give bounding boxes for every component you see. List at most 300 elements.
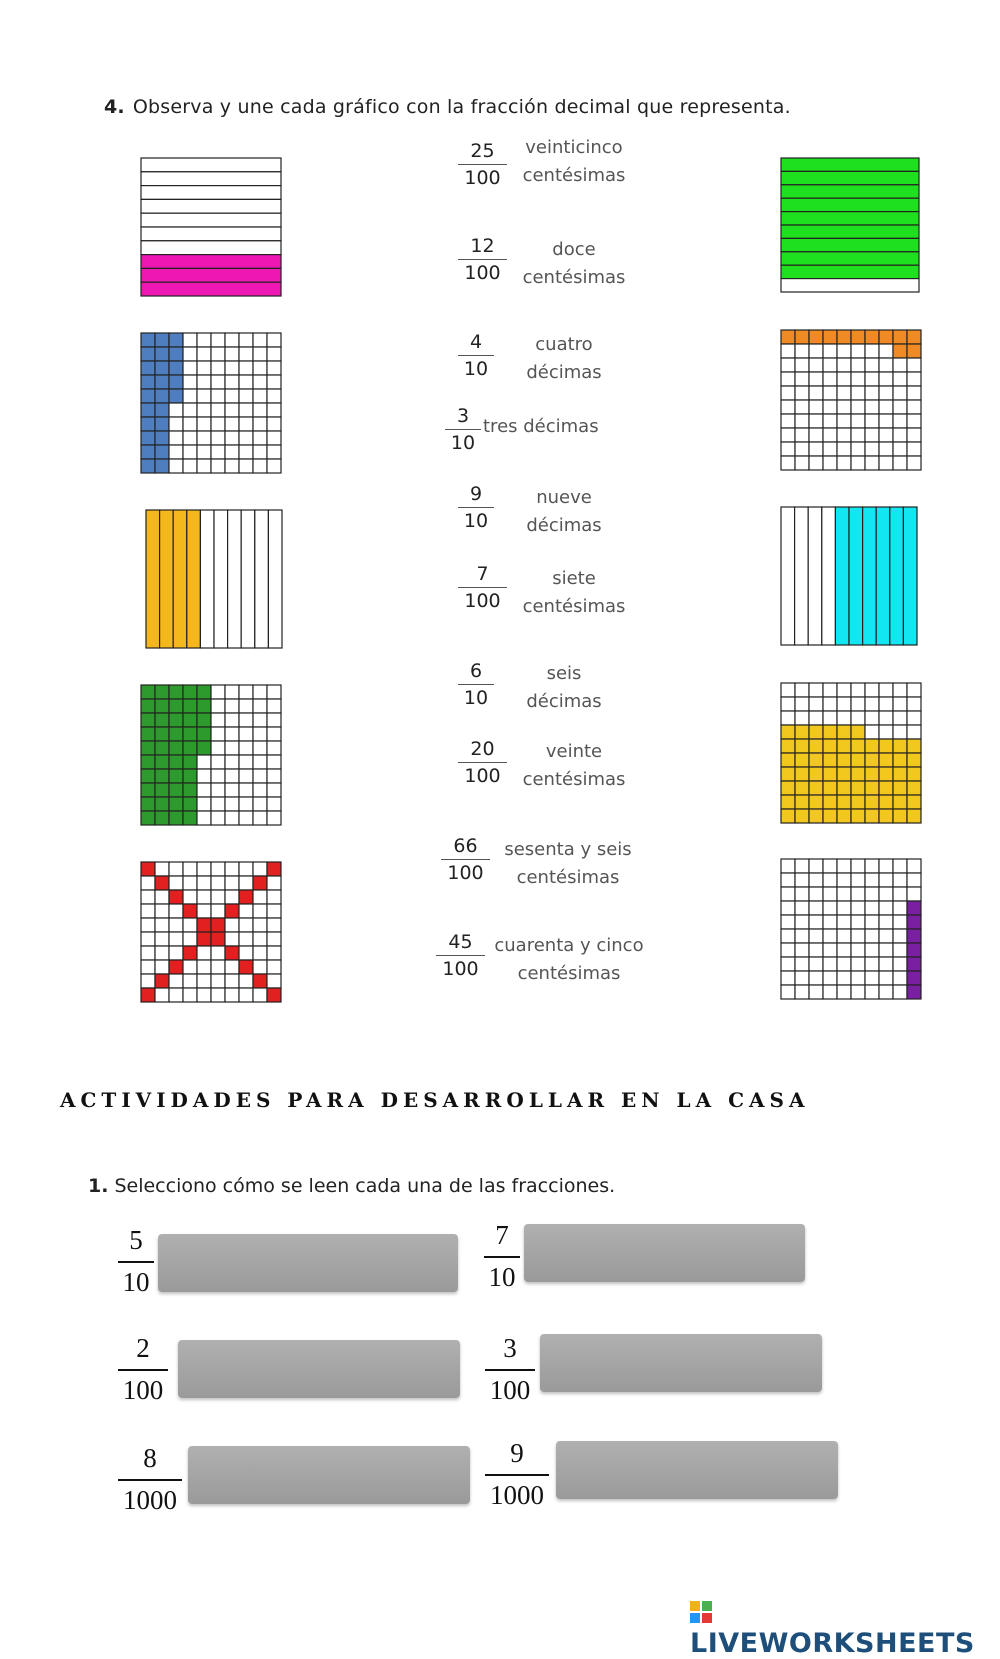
empty-cell (225, 333, 239, 347)
shaded-cell (183, 755, 197, 769)
shaded-cell (865, 809, 879, 823)
shaded-cell (169, 389, 183, 403)
empty-cell (169, 445, 183, 459)
empty-cell (879, 985, 893, 999)
empty-cell (267, 445, 281, 459)
shaded-cell (155, 769, 169, 783)
shaded-cell (893, 767, 907, 781)
shaded-cell (183, 713, 197, 727)
shaded-cell (823, 795, 837, 809)
shaded-cell (823, 753, 837, 767)
empty-cell (197, 417, 211, 431)
empty-cell (239, 459, 253, 473)
shaded-cell (907, 795, 921, 809)
grid-graphic-orange[interactable] (780, 329, 922, 471)
empty-cell (809, 943, 823, 957)
empty-cell (267, 904, 281, 918)
fraction-words (474, 932, 664, 988)
shaded-cell (169, 727, 183, 741)
shaded-strip (141, 255, 281, 269)
empty-cell (879, 943, 893, 957)
empty-cell (183, 890, 197, 904)
empty-cell (211, 741, 225, 755)
shaded-cell (169, 713, 183, 727)
empty-cell (795, 400, 809, 414)
empty-cell (211, 685, 225, 699)
empty-cell (155, 988, 169, 1002)
empty-cell (865, 957, 879, 971)
empty-cell (197, 389, 211, 403)
empty-cell (851, 887, 865, 901)
shaded-strip (781, 252, 919, 265)
empty-cell (239, 389, 253, 403)
fraction-option[interactable] (445, 404, 481, 455)
numerator: 6 (469, 660, 483, 682)
shaded-cell (183, 904, 197, 918)
shaded-cell (879, 767, 893, 781)
empty-cell (907, 400, 921, 414)
fraction-option[interactable] (458, 330, 494, 381)
empty-cell (225, 403, 239, 417)
empty-cell (225, 417, 239, 431)
empty-strip (141, 227, 281, 241)
empty-cell (183, 876, 197, 890)
empty-cell (865, 985, 879, 999)
fraction-8-1000 (118, 1441, 182, 1517)
shaded-strip (863, 507, 877, 645)
numerator: 45 (448, 931, 473, 953)
answer-dropdown-9-1000[interactable] (556, 1441, 838, 1499)
fraction-words (483, 413, 623, 441)
empty-cell (155, 960, 169, 974)
empty-cell (781, 428, 795, 442)
empty-cell (253, 375, 267, 389)
answer-dropdown-3-100[interactable] (540, 1334, 822, 1392)
fraction-option[interactable] (458, 659, 494, 710)
empty-cell (239, 685, 253, 699)
shaded-cell (837, 809, 851, 823)
shaded-cell (169, 741, 183, 755)
shaded-cell (851, 753, 865, 767)
empty-cell (225, 769, 239, 783)
empty-cell (211, 769, 225, 783)
empty-cell (809, 957, 823, 971)
empty-cell (809, 971, 823, 985)
empty-cell (225, 389, 239, 403)
shaded-cell (155, 685, 169, 699)
empty-cell (823, 971, 837, 985)
empty-cell (795, 943, 809, 957)
shaded-cell (781, 795, 795, 809)
shaded-strip (146, 510, 160, 648)
shaded-cell (169, 769, 183, 783)
shaded-strip (173, 510, 187, 648)
grid-graphic-blue[interactable] (140, 332, 282, 474)
shaded-cell (907, 901, 921, 915)
empty-cell (225, 890, 239, 904)
empty-cell (893, 971, 907, 985)
empty-cell (197, 431, 211, 445)
empty-cell (809, 929, 823, 943)
empty-cell (239, 375, 253, 389)
shaded-cell (781, 767, 795, 781)
empty-cell (183, 918, 197, 932)
empty-cell (239, 862, 253, 876)
fraction-bar (485, 1369, 535, 1371)
empty-cell (823, 428, 837, 442)
empty-cell (155, 904, 169, 918)
shaded-cell (141, 361, 155, 375)
shaded-cell (879, 795, 893, 809)
empty-cell (837, 711, 851, 725)
empty-cell (253, 361, 267, 375)
empty-cell (183, 333, 197, 347)
shaded-cell (197, 918, 211, 932)
fraction-option[interactable] (458, 482, 494, 533)
empty-cell (907, 711, 921, 725)
shaded-cell (907, 739, 921, 753)
empty-cell (211, 699, 225, 713)
empty-cell (893, 442, 907, 456)
empty-cell (795, 456, 809, 470)
shaded-cell (169, 699, 183, 713)
empty-cell (253, 713, 267, 727)
empty-cell (823, 697, 837, 711)
shaded-cell (155, 389, 169, 403)
empty-cell (225, 974, 239, 988)
empty-cell (267, 741, 281, 755)
grid-graphic-purple[interactable] (780, 858, 922, 1000)
empty-cell (795, 873, 809, 887)
shaded-cell (893, 344, 907, 358)
exercise-1-number: 1. (88, 1175, 109, 1197)
empty-cell (795, 414, 809, 428)
shaded-cell (879, 753, 893, 767)
empty-cell (267, 755, 281, 769)
empty-cell (865, 414, 879, 428)
strip-graphic-magenta[interactable] (140, 157, 282, 297)
empty-strip (214, 510, 228, 648)
numerator: 12 (470, 235, 495, 257)
empty-cell (197, 876, 211, 890)
empty-cell (907, 859, 921, 873)
numerator: 5 (129, 1225, 143, 1255)
empty-cell (851, 414, 865, 428)
numerator: 7 (476, 563, 489, 585)
empty-cell (197, 904, 211, 918)
numerator: 8 (143, 1443, 157, 1473)
empty-cell (893, 873, 907, 887)
shaded-cell (781, 781, 795, 795)
fraction-words-line1: doce (552, 239, 596, 260)
empty-cell (253, 417, 267, 431)
empty-cell (851, 915, 865, 929)
fraction-words (494, 134, 654, 190)
empty-cell (267, 797, 281, 811)
shaded-cell (183, 783, 197, 797)
numerator: 25 (470, 140, 495, 162)
shaded-cell (211, 932, 225, 946)
shaded-cell (851, 330, 865, 344)
shaded-cell (907, 943, 921, 957)
empty-cell (851, 957, 865, 971)
empty-cell (795, 442, 809, 456)
fraction-words-line2: centésimas (516, 867, 620, 888)
fraction-words (494, 660, 634, 716)
shaded-cell (893, 739, 907, 753)
shaded-cell (865, 753, 879, 767)
empty-cell (253, 347, 267, 361)
fraction-words (478, 836, 658, 892)
empty-cell (879, 873, 893, 887)
empty-cell (809, 400, 823, 414)
empty-cell (183, 431, 197, 445)
empty-cell (267, 375, 281, 389)
empty-cell (851, 711, 865, 725)
empty-cell (795, 683, 809, 697)
empty-cell (865, 456, 879, 470)
empty-cell (183, 862, 197, 876)
empty-cell (267, 333, 281, 347)
denominator: 100 (464, 765, 501, 787)
shaded-cell (141, 445, 155, 459)
empty-cell (169, 417, 183, 431)
empty-cell (823, 711, 837, 725)
empty-cell (197, 459, 211, 473)
empty-cell (253, 904, 267, 918)
empty-cell (253, 769, 267, 783)
empty-cell (837, 915, 851, 929)
empty-cell (893, 859, 907, 873)
liveworksheets-logo[interactable] (690, 1597, 1000, 1659)
shaded-cell (865, 767, 879, 781)
numerator: 20 (470, 738, 495, 760)
empty-cell (865, 943, 879, 957)
empty-cell (823, 873, 837, 887)
empty-cell (823, 372, 837, 386)
empty-cell (865, 442, 879, 456)
shaded-cell (267, 862, 281, 876)
shaded-cell (155, 811, 169, 825)
empty-cell (893, 428, 907, 442)
empty-cell (837, 697, 851, 711)
shaded-cell (169, 375, 183, 389)
shaded-cell (183, 769, 197, 783)
empty-cell (851, 901, 865, 915)
empty-cell (239, 797, 253, 811)
shaded-cell (197, 741, 211, 755)
empty-cell (809, 372, 823, 386)
empty-cell (169, 904, 183, 918)
denominator: 10 (122, 1267, 150, 1297)
empty-cell (837, 985, 851, 999)
empty-strip (141, 186, 281, 200)
empty-cell (239, 946, 253, 960)
answer-dropdown-5-10[interactable] (158, 1234, 458, 1292)
empty-cell (267, 876, 281, 890)
empty-cell (211, 960, 225, 974)
fraction-words-line1: tres décimas (483, 416, 599, 437)
empty-cell (197, 988, 211, 1002)
empty-cell (865, 725, 879, 739)
empty-cell (211, 862, 225, 876)
empty-cell (879, 971, 893, 985)
empty-cell (183, 445, 197, 459)
empty-strip (228, 510, 242, 648)
empty-cell (197, 755, 211, 769)
fraction-words-line2: décimas (526, 691, 602, 712)
empty-cell (851, 456, 865, 470)
empty-cell (183, 375, 197, 389)
empty-cell (907, 873, 921, 887)
empty-cell (253, 459, 267, 473)
fraction-words-line2: centésimas (517, 963, 621, 984)
grid-graphic-gold[interactable] (780, 682, 922, 824)
empty-cell (197, 769, 211, 783)
empty-cell (253, 727, 267, 741)
empty-cell (781, 386, 795, 400)
empty-cell (211, 727, 225, 741)
shaded-strip (781, 158, 919, 171)
empty-cell (253, 946, 267, 960)
shaded-cell (155, 713, 169, 727)
empty-cell (267, 918, 281, 932)
empty-cell (781, 957, 795, 971)
empty-cell (267, 946, 281, 960)
empty-cell (239, 361, 253, 375)
empty-cell (197, 811, 211, 825)
empty-cell (253, 403, 267, 417)
empty-cell (879, 711, 893, 725)
empty-cell (141, 974, 155, 988)
empty-cell (225, 783, 239, 797)
empty-cell (795, 859, 809, 873)
empty-cell (225, 713, 239, 727)
exercise-4-instruction (104, 96, 791, 118)
shaded-cell (879, 739, 893, 753)
empty-cell (225, 727, 239, 741)
empty-strip (795, 507, 809, 645)
shaded-cell (781, 753, 795, 767)
empty-cell (851, 873, 865, 887)
empty-cell (225, 375, 239, 389)
empty-cell (879, 414, 893, 428)
empty-cell (795, 971, 809, 985)
empty-cell (253, 783, 267, 797)
empty-cell (239, 699, 253, 713)
strip-graphic-cyan[interactable] (780, 506, 918, 646)
shaded-cell (225, 946, 239, 960)
empty-cell (907, 414, 921, 428)
empty-cell (267, 699, 281, 713)
empty-cell (879, 697, 893, 711)
empty-cell (781, 697, 795, 711)
fraction-words-line2: centésimas (522, 769, 626, 790)
shaded-strip (781, 265, 919, 278)
empty-cell (865, 400, 879, 414)
empty-cell (225, 459, 239, 473)
answer-dropdown-7-10[interactable] (524, 1224, 805, 1282)
empty-cell (155, 918, 169, 932)
grid-graphic-green[interactable] (140, 684, 282, 826)
shaded-cell (155, 333, 169, 347)
empty-cell (851, 971, 865, 985)
shaded-cell (141, 333, 155, 347)
empty-cell (239, 918, 253, 932)
empty-cell (837, 901, 851, 915)
shaded-cell (795, 330, 809, 344)
shaded-cell (879, 781, 893, 795)
empty-cell (795, 901, 809, 915)
empty-cell (267, 783, 281, 797)
empty-cell (267, 932, 281, 946)
empty-cell (141, 946, 155, 960)
empty-cell (823, 414, 837, 428)
shaded-cell (865, 795, 879, 809)
strip-graphic-lime[interactable] (780, 157, 920, 293)
strip-graphic-yellow[interactable] (145, 509, 283, 649)
shaded-cell (253, 876, 267, 890)
empty-cell (267, 811, 281, 825)
empty-cell (809, 873, 823, 887)
shaded-cell (879, 809, 893, 823)
empty-cell (809, 915, 823, 929)
shaded-cell (141, 459, 155, 473)
empty-cell (893, 414, 907, 428)
empty-cell (239, 727, 253, 741)
shaded-cell (183, 699, 197, 713)
empty-cell (865, 887, 879, 901)
answer-dropdown-8-1000[interactable] (188, 1446, 470, 1504)
empty-cell (907, 358, 921, 372)
grid-graphic-red-x[interactable] (140, 861, 282, 1003)
empty-cell (795, 428, 809, 442)
shaded-cell (183, 811, 197, 825)
shaded-strip (835, 507, 849, 645)
shaded-cell (893, 330, 907, 344)
empty-cell (211, 876, 225, 890)
empty-cell (823, 386, 837, 400)
empty-cell (183, 403, 197, 417)
empty-cell (781, 915, 795, 929)
empty-cell (837, 372, 851, 386)
empty-cell (851, 400, 865, 414)
shaded-cell (823, 739, 837, 753)
answer-dropdown-2-100[interactable] (178, 1340, 460, 1398)
empty-cell (879, 372, 893, 386)
empty-cell (837, 943, 851, 957)
empty-cell (851, 358, 865, 372)
empty-cell (267, 727, 281, 741)
empty-cell (141, 876, 155, 890)
shaded-cell (851, 739, 865, 753)
fraction-words-line1: veinticinco (525, 137, 623, 158)
empty-cell (211, 431, 225, 445)
shaded-cell (851, 767, 865, 781)
empty-cell (211, 459, 225, 473)
shaded-cell (781, 809, 795, 823)
brand-name: LIVEWORKSHEETS (690, 1628, 975, 1659)
empty-cell (197, 333, 211, 347)
denominator: 1000 (123, 1485, 177, 1515)
empty-cell (907, 386, 921, 400)
shaded-strip (781, 198, 919, 211)
empty-cell (837, 344, 851, 358)
shaded-cell (781, 330, 795, 344)
empty-cell (809, 456, 823, 470)
shaded-cell (141, 755, 155, 769)
shaded-cell (183, 727, 197, 741)
